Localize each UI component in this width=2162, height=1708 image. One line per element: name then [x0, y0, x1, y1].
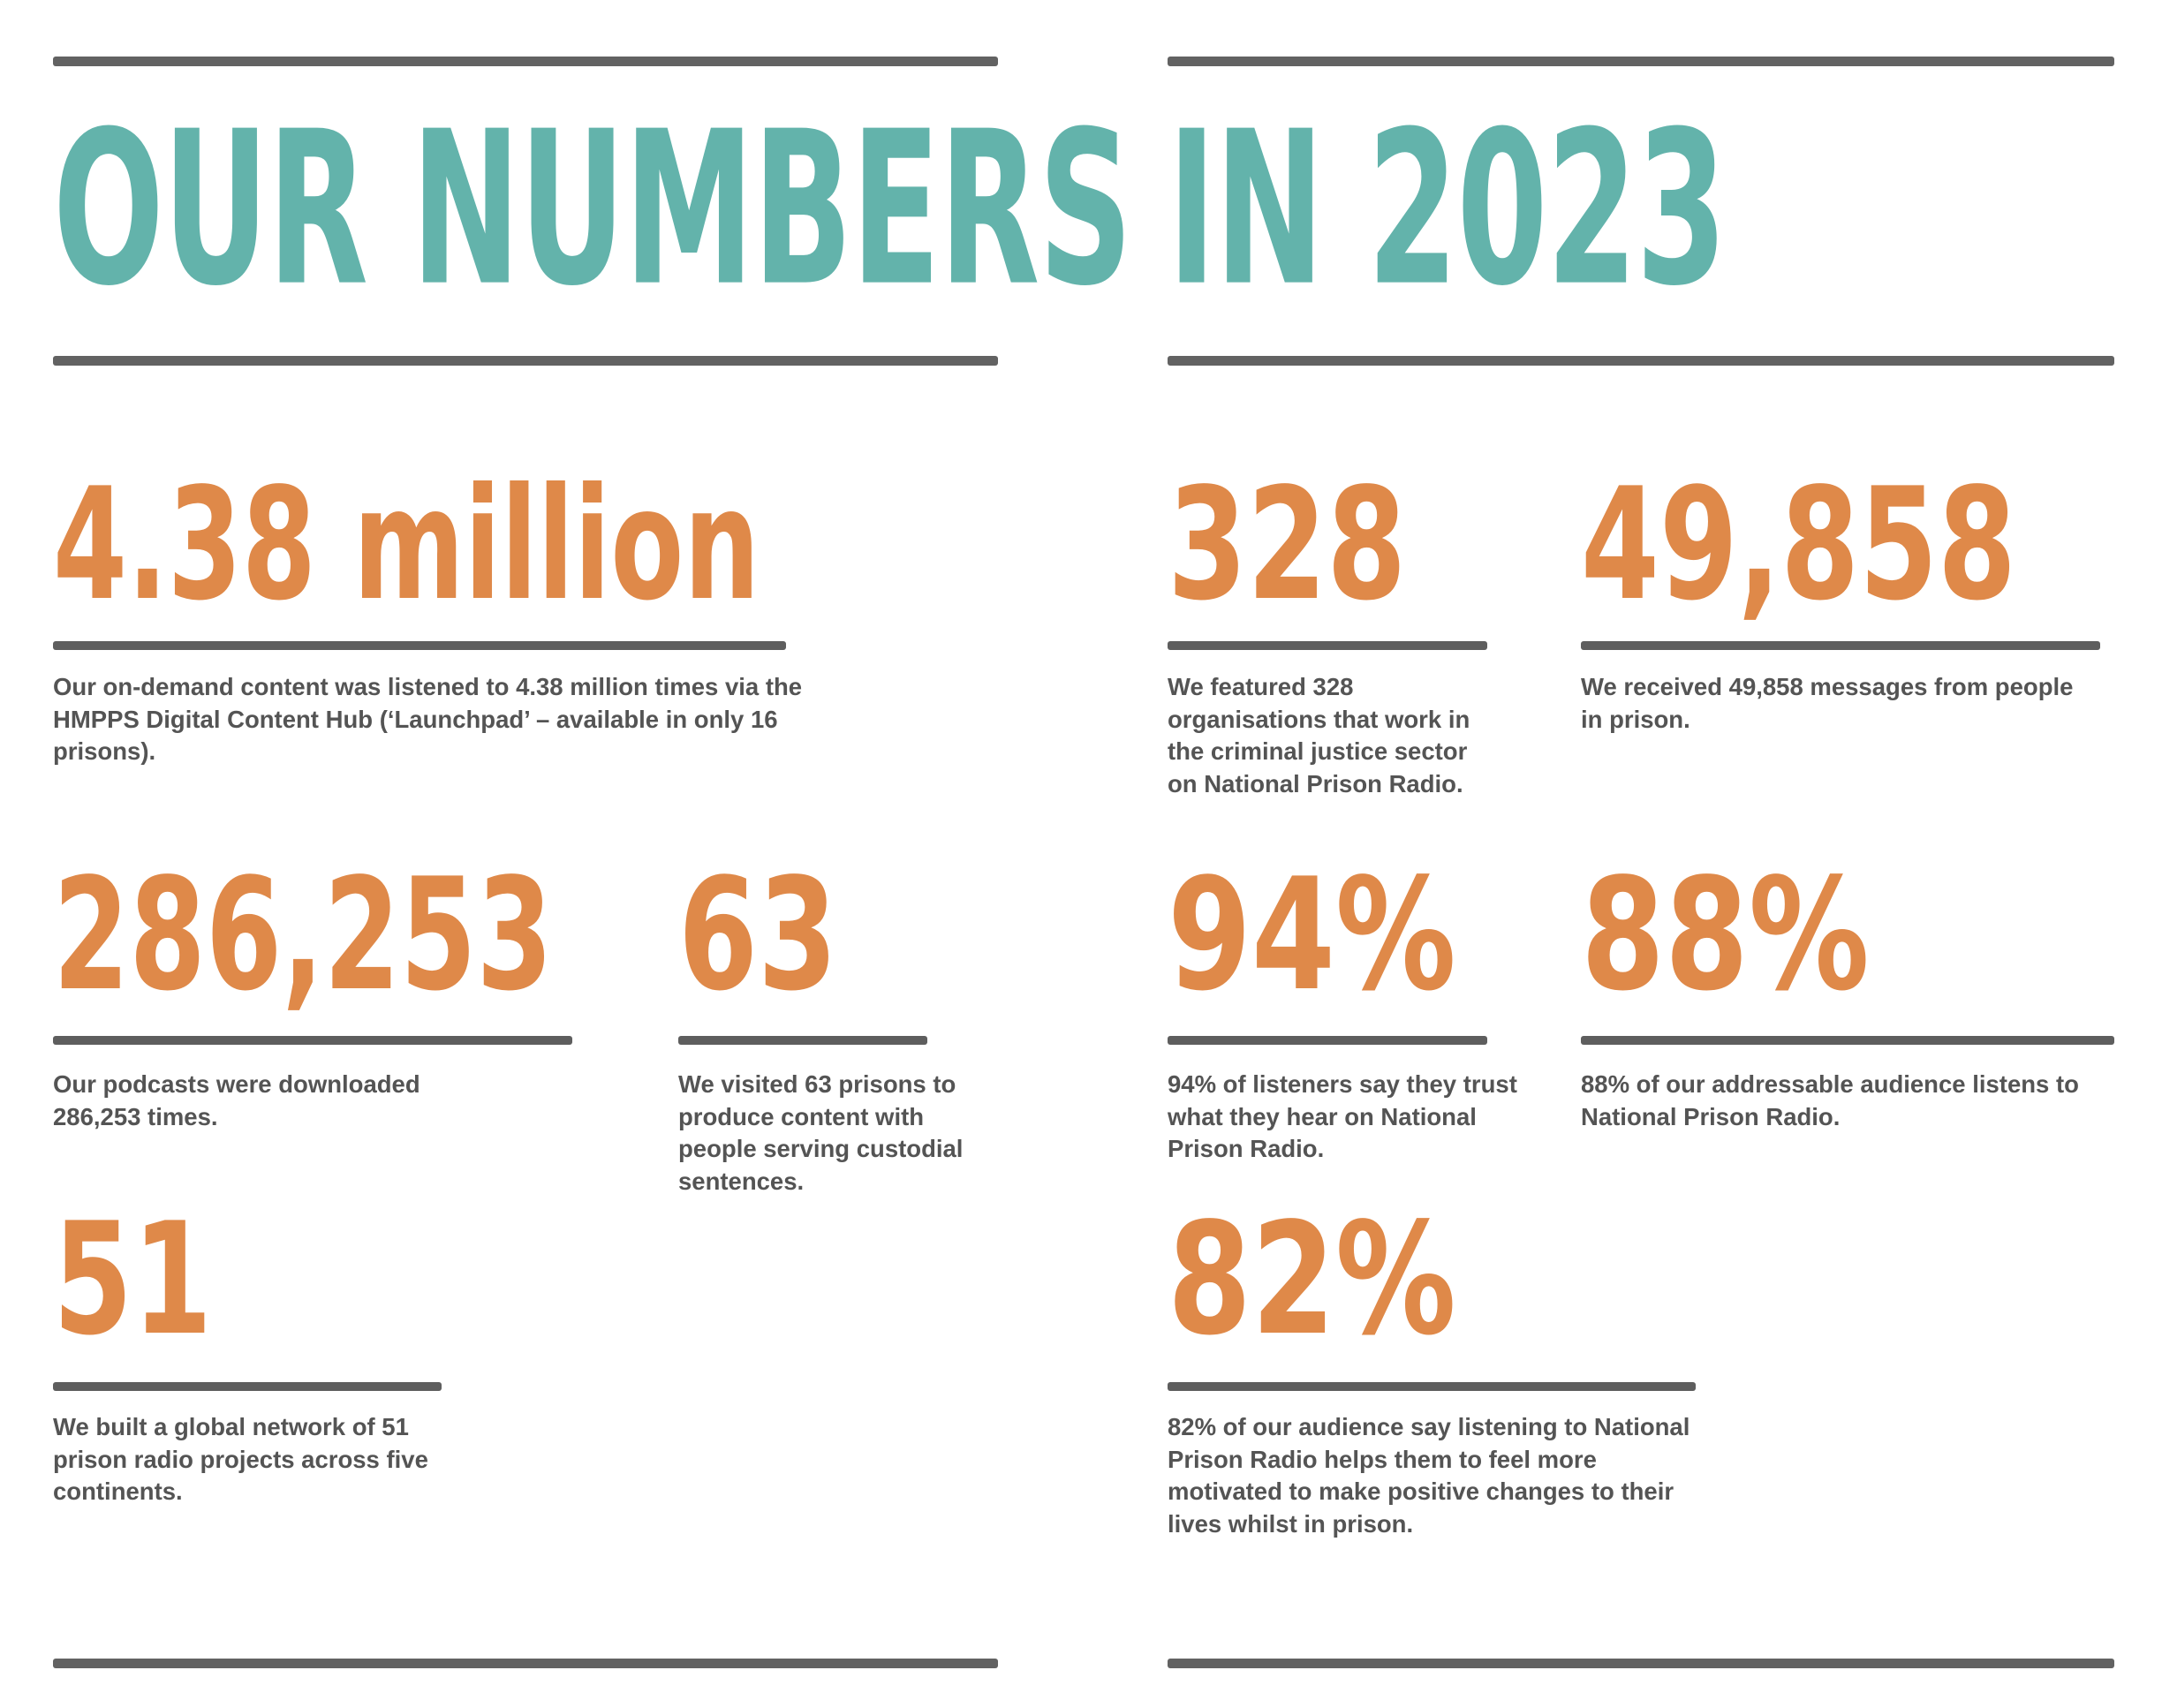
- stat-podcasts-figure: 286,253: [53, 846, 553, 1025]
- stat-audience-description: 88% of our addressable audience listens to National Prison Radio.: [1581, 1070, 2079, 1130]
- stat-trust-figure: 94%: [1168, 846, 1456, 1025]
- stat-audience-rule: [1581, 1036, 2114, 1045]
- bottom-rule-left: [53, 1659, 998, 1668]
- stat-trust-rule: [1168, 1036, 1487, 1045]
- page-title-left: OUR NUMBERS: [53, 86, 1131, 334]
- stat-motivation-rule: [1168, 1382, 1696, 1391]
- stat-messages-description: We received 49,858 messages from people in prison.: [1581, 673, 2074, 733]
- stat-on-demand-figure: 4.38 million: [53, 456, 760, 635]
- stat-trust-description: 94% of listeners say they trust what they hear on National Prison Radio.: [1168, 1070, 1517, 1162]
- stat-messages-rule: [1581, 641, 2100, 650]
- stat-motivation-figure: 82%: [1168, 1190, 1456, 1370]
- stat-motivation-description: 82% of our audience say listening to National Prison Radio helps them to feel more motivated to make positive changes to their lives whilst in prison.: [1168, 1413, 1690, 1538]
- stat-prisons-visited-description: We visited 63 prisons to produce content with people serving custodial sentences.: [678, 1070, 964, 1195]
- stat-podcasts-rule: [53, 1036, 572, 1045]
- stat-organisations-figure: 328: [1168, 456, 1407, 635]
- headline-rule-left: [53, 356, 998, 366]
- stat-network-figure: 51: [53, 1190, 213, 1370]
- stat-organisations-description: We featured 328 organisations that work in the criminal justice sector on National Prison Radio.: [1168, 673, 1470, 797]
- stat-network-description: We built a global network of 51 prison radio projects across five continents.: [53, 1413, 428, 1505]
- top-rule-left: [53, 57, 998, 66]
- stat-podcasts-description: Our podcasts were downloaded 286,253 times.: [53, 1070, 420, 1130]
- headline-rule-right: [1168, 356, 2114, 366]
- stat-on-demand-rule: [53, 641, 786, 650]
- stat-network-rule: [53, 1382, 442, 1391]
- stat-messages-figure: 49,858: [1581, 456, 2016, 635]
- top-rule-right: [1168, 57, 2114, 66]
- stat-organisations-rule: [1168, 641, 1487, 650]
- stat-prisons-visited-rule: [678, 1036, 927, 1045]
- stat-on-demand-description: Our on-demand content was listened to 4.38 million times via the HMPPS Digital Content Hub (‘Launchpad’ – available in only 16 prisons).: [53, 673, 803, 765]
- stat-prisons-visited-figure: 63: [678, 846, 838, 1025]
- page-title-right: IN 2023: [1168, 86, 1727, 334]
- bottom-rule-right: [1168, 1659, 2114, 1668]
- stat-audience-figure: 88%: [1581, 846, 1870, 1025]
